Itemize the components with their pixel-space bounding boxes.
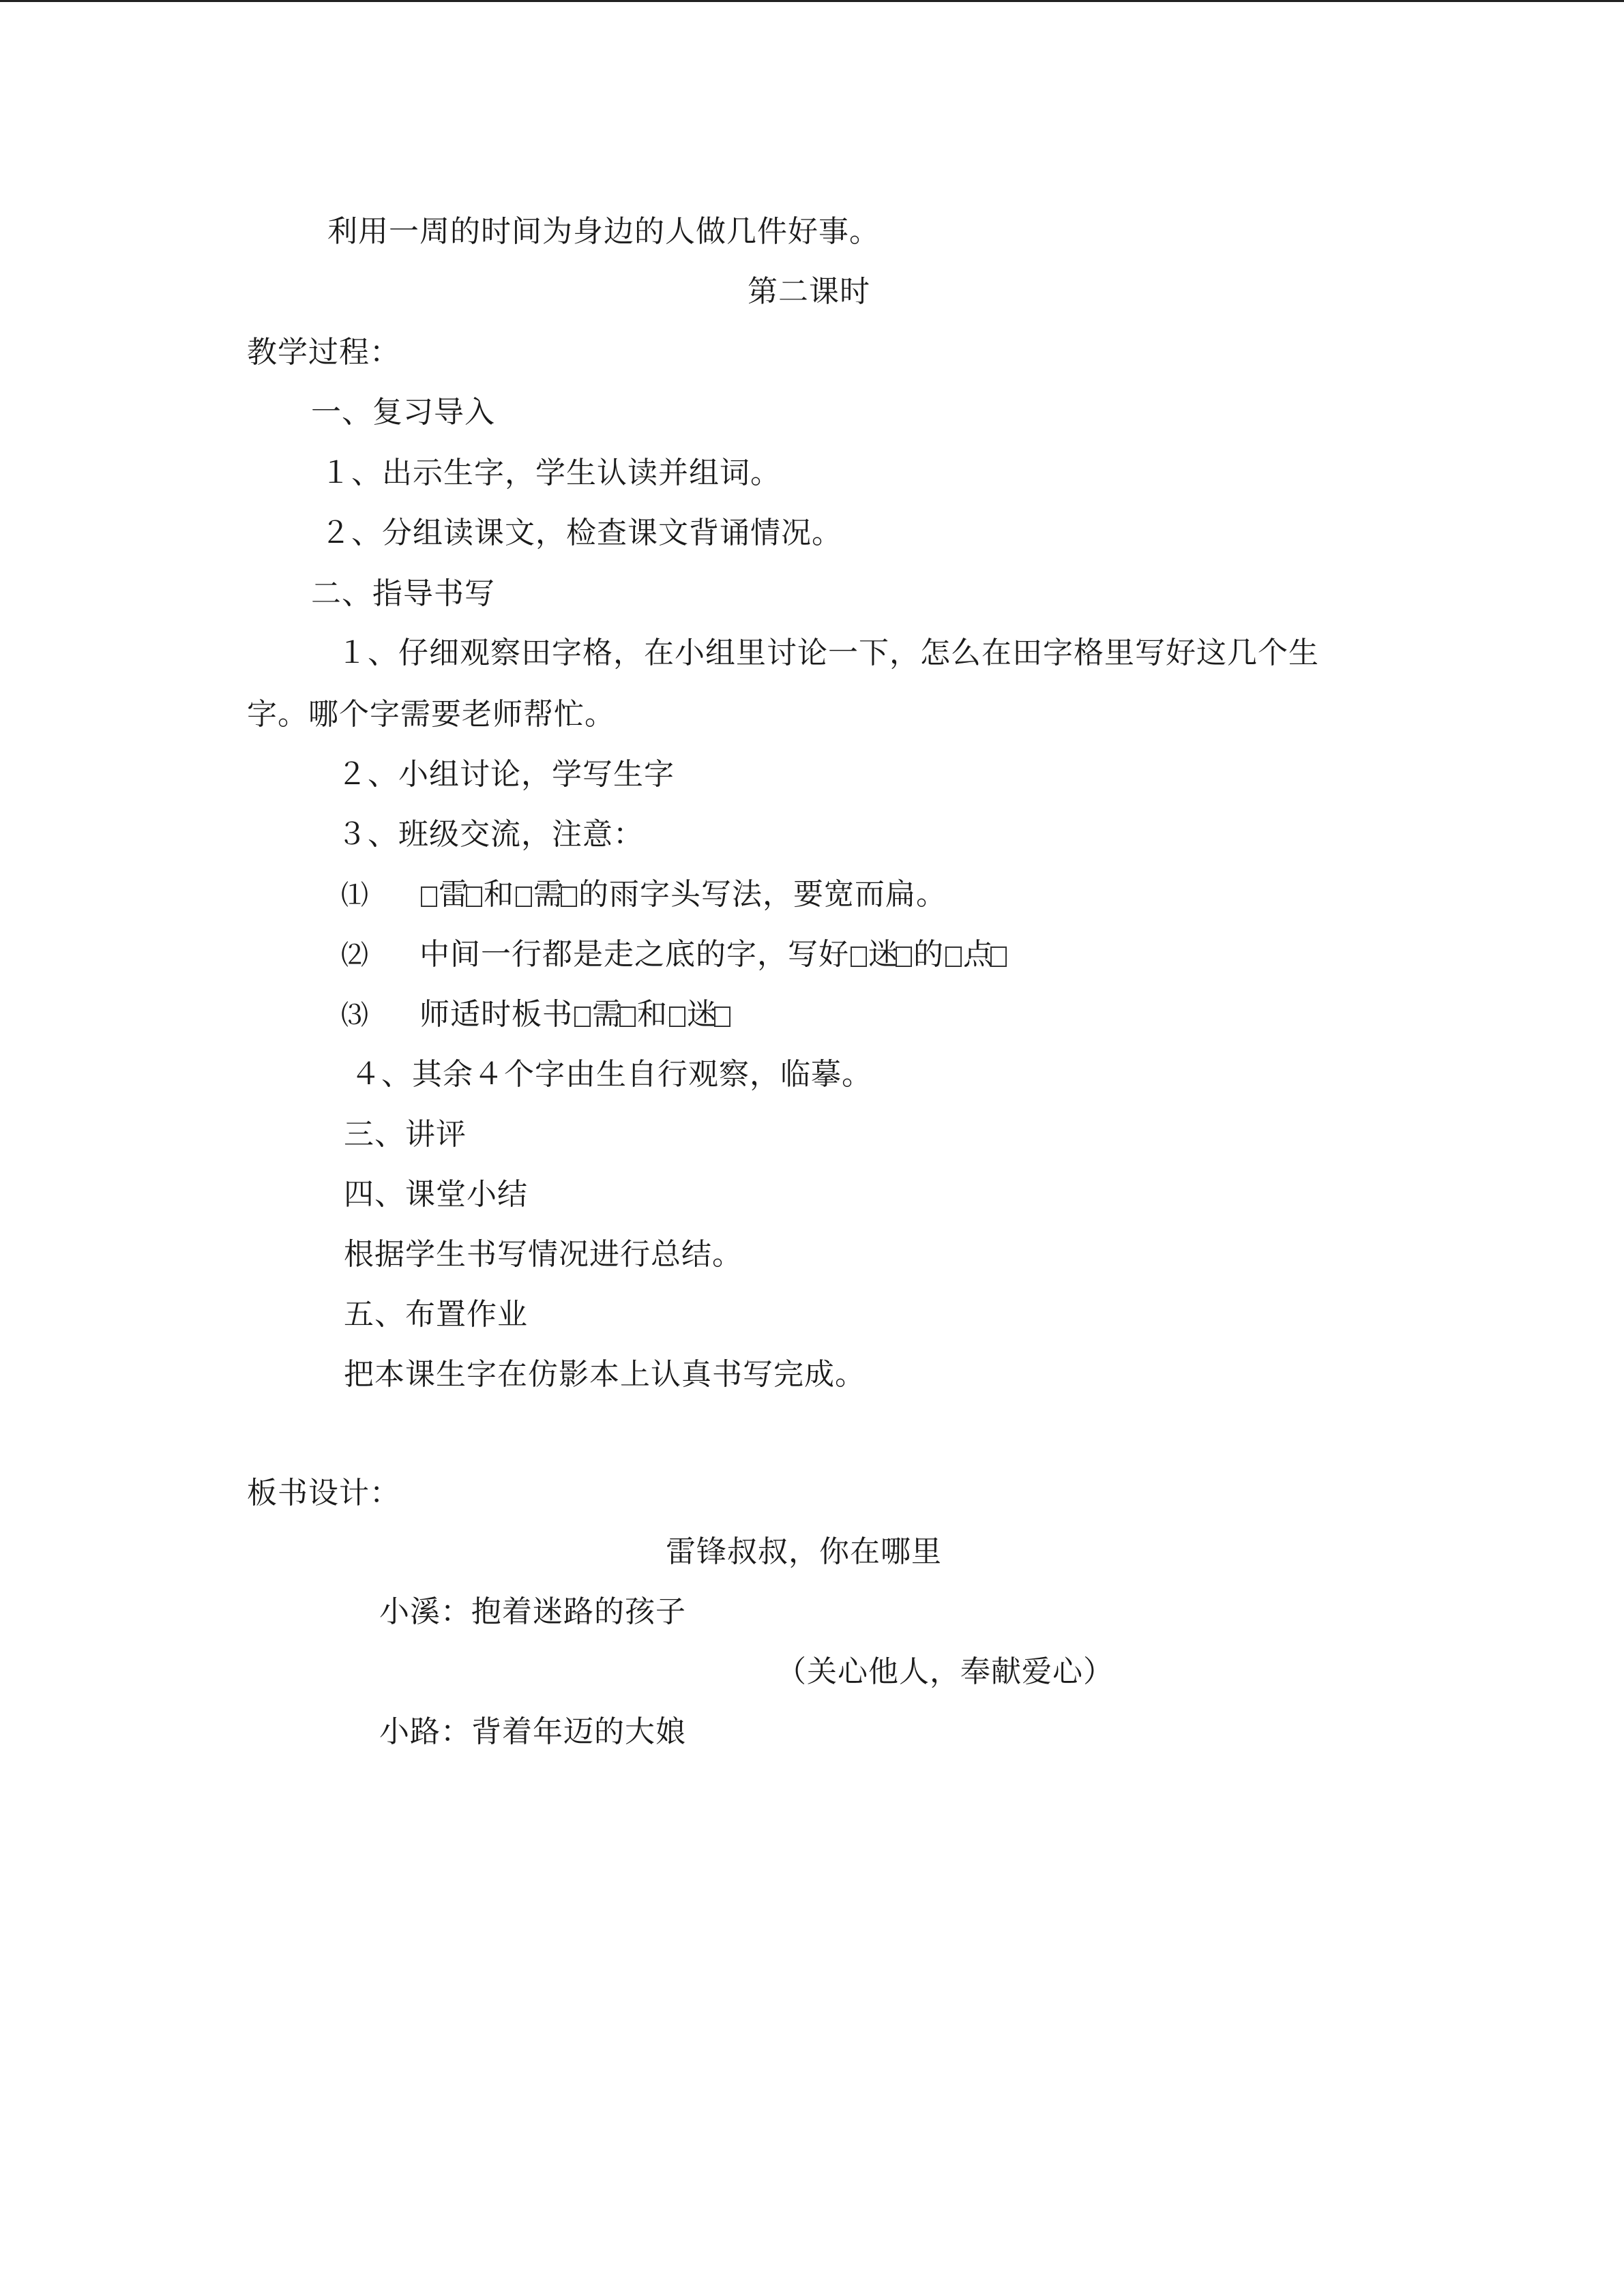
- section-2-item-1-line-2: 字。哪个字需要老师帮忙。: [247, 697, 615, 732]
- section-5-heading: 五、布置作业: [344, 1297, 528, 1332]
- quote-open-box: [516, 886, 532, 907]
- board-title: 雷锋叔叔，你在哪里: [666, 1534, 942, 1569]
- section-4-text: 根据学生书写情况进行总结。: [344, 1237, 743, 1272]
- quote-close-box: [896, 946, 912, 967]
- board-line-2: （关心他人，奉献爱心）: [776, 1654, 1114, 1689]
- note-1-number: ⑴: [341, 880, 369, 911]
- section-1-heading: 一、复习导入: [311, 395, 495, 430]
- note-2-number: ⑵: [341, 940, 369, 971]
- section-2-item-1-line-1: １、仔细观察田字格，在小组里讨论一下，怎么在田字格里写好这几个生: [337, 636, 1319, 670]
- board-line-1: 小溪：抱着迷路的孩子: [379, 1594, 686, 1629]
- note-3-number: ⑶: [341, 1000, 369, 1031]
- note-2-char-1: 迷: [868, 937, 894, 972]
- quote-open-box: [851, 946, 867, 967]
- note-2-mid: 的: [913, 937, 944, 972]
- lesson-title: 第二课时: [748, 274, 870, 309]
- intro-text: 利用一周的时间为身边的人做几件好事。: [327, 214, 880, 249]
- section-4-heading: 四、课堂小结: [344, 1177, 528, 1212]
- section-3-heading: 三、讲评: [344, 1117, 467, 1152]
- top-border: [0, 0, 1624, 2]
- section-2-item-3: ３、班级交流，注意：: [337, 817, 644, 852]
- note-3: [341, 994, 732, 1036]
- quote-close-box: [714, 1007, 730, 1027]
- note-1-rest: 的雨字头写法，要宽而扁。: [578, 877, 947, 912]
- note-3-text: 师适时板书: [419, 997, 573, 1032]
- section-2-item-4: ４、其余４个字由生自行观察，临摹。: [351, 1057, 872, 1092]
- section-5-text: 把本课生字在仿影本上认真书写完成。: [344, 1357, 866, 1392]
- quote-open-box: [669, 1007, 685, 1027]
- quote-close-box: [990, 946, 1007, 967]
- quote-open-box: [945, 946, 962, 967]
- quote-close-box: [561, 886, 577, 907]
- note-1: [341, 874, 947, 916]
- section-2-heading: 二、指导书写: [311, 576, 495, 611]
- note-3-char-2: 迷: [687, 997, 713, 1032]
- note-1-char-2: 需: [533, 877, 559, 912]
- quote-open-box: [574, 1007, 591, 1027]
- process-heading: 教学过程：: [247, 335, 400, 370]
- note-2: [341, 934, 1008, 976]
- board-line-3: 小路：背着年迈的大娘: [379, 1714, 686, 1749]
- quote-open-box: [421, 886, 437, 907]
- note-2-char-2: 点: [963, 937, 989, 972]
- quote-close-box: [619, 1007, 636, 1027]
- quote-close-box: [466, 886, 482, 907]
- note-1-char-1: 雷: [439, 877, 464, 912]
- section-2-item-2: ２、小组讨论，学写生字: [337, 757, 675, 792]
- section-1-item-1: １、出示生字，学生认读并组词。: [321, 456, 781, 490]
- note-3-char-1: 需: [592, 997, 618, 1032]
- note-1-and: 和: [484, 877, 514, 912]
- board-heading: 板书设计：: [247, 1476, 400, 1510]
- section-1-item-2: ２、分组读课文，检查课文背诵情况。: [321, 516, 842, 550]
- note-2-text: 中间一行都是走之底的字，写好: [419, 937, 849, 972]
- note-3-and: 和: [637, 997, 668, 1032]
